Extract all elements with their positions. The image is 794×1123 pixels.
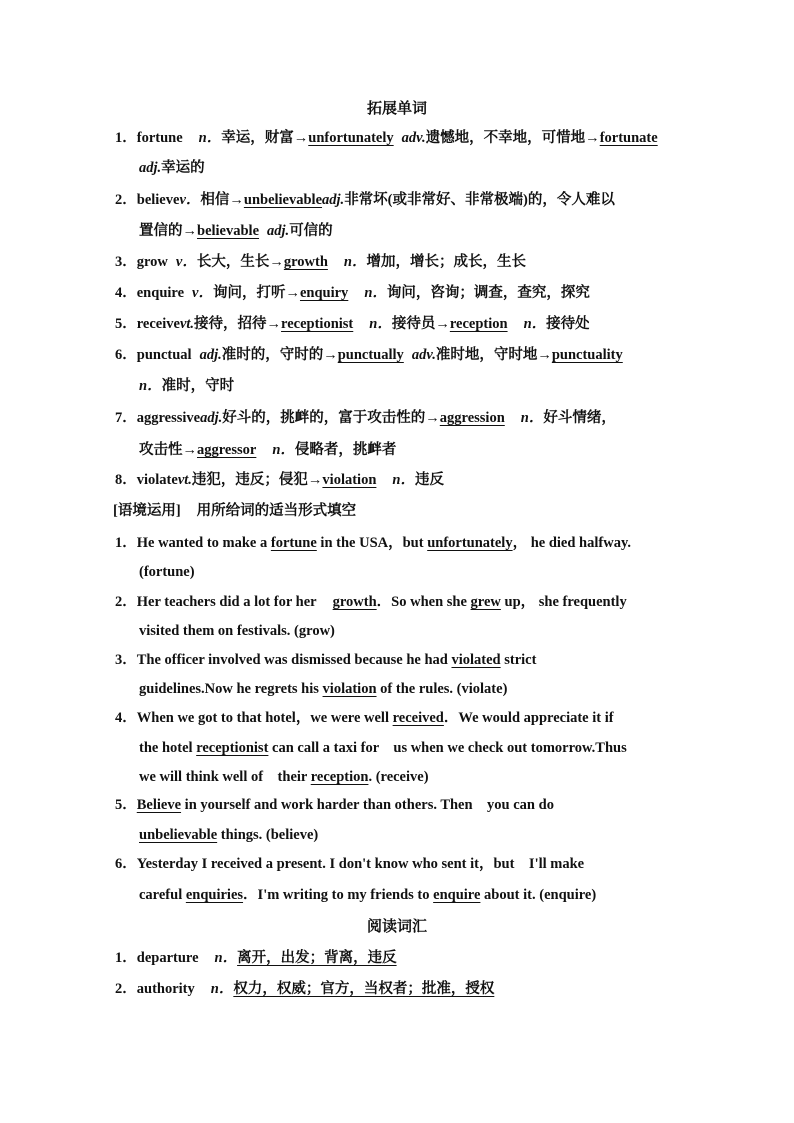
sentence-text: (fortune)	[139, 564, 195, 580]
part-of-speech: n．	[214, 950, 238, 966]
sentence-4-cont-2	[139, 766, 429, 788]
sentence-text: The officer involved was dismissed because he had	[136, 652, 448, 668]
vocab-item-5	[115, 313, 590, 335]
item-number: 1．	[115, 535, 137, 551]
sentence-text: Yesterday I received a present. I don't know who sent it，but I'll make	[136, 856, 585, 872]
answer-blank: enquiries	[185, 887, 244, 903]
part-of-speech: n．	[364, 285, 387, 301]
sentence-text: about it. (enquire)	[484, 887, 597, 903]
meaning: 遗憾地，不幸地，可惜地→	[425, 130, 600, 146]
item-number: 6．	[115, 856, 137, 872]
sentence-3	[115, 649, 536, 671]
part-of-speech: n．	[343, 254, 367, 270]
sentence-text: ， he died halfway.	[512, 535, 632, 551]
item-number: 2．	[115, 594, 137, 610]
part-of-speech: adj.	[199, 347, 222, 363]
sentence-text: guidelines.Now he regrets his	[139, 681, 319, 697]
part-of-speech: v．	[175, 254, 197, 270]
reading-item-1	[115, 947, 397, 969]
answer-blank: grew	[470, 594, 501, 610]
headword: punctual	[136, 347, 192, 363]
answer-blank: reception	[310, 769, 369, 785]
headword: receive	[136, 316, 180, 332]
part-of-speech: adj.	[267, 223, 290, 239]
section-title-reading-words: 阅读词汇	[366, 919, 427, 935]
meaning: 相信→	[200, 192, 244, 208]
answer-blank: unfortunately	[427, 535, 513, 551]
vocab-item-2	[115, 189, 615, 211]
part-of-speech: n．	[520, 410, 544, 426]
sentence-text: He wanted to make a	[136, 535, 268, 551]
sentence-text: the hotel	[139, 740, 193, 756]
sentence-text: When we got to that hotel，we were well	[136, 710, 389, 726]
meaning: 攻击性→	[139, 442, 197, 458]
part-of-speech: v．	[192, 285, 213, 301]
headword: fortune	[136, 130, 183, 146]
part-of-speech: adj.	[322, 192, 345, 208]
sentence-text: ．So when she	[376, 594, 467, 610]
answer-blank: fortunate	[599, 130, 658, 146]
item-number: 2．	[115, 192, 137, 208]
part-of-speech: n．	[392, 472, 415, 488]
sentence-2-cont	[139, 620, 335, 642]
sentence-5-cont	[139, 824, 318, 846]
answer-blank: punctually	[337, 347, 404, 363]
part-of-speech: vt.	[177, 472, 192, 488]
item-number: 3．	[115, 254, 137, 270]
meaning: 询问，咨询；调查，查究，探究	[386, 285, 590, 301]
vocab-item-6-cont	[139, 375, 234, 397]
answer-blank: believable	[197, 223, 260, 239]
answer-blank: violation	[322, 681, 377, 697]
answer-blank: reception	[449, 316, 508, 332]
sentence-4-cont	[139, 737, 627, 759]
headword: enquire	[136, 285, 185, 301]
meaning: 接待员→	[391, 316, 450, 332]
vocab-item-3	[115, 251, 526, 273]
answer-blank: enquiry	[299, 285, 349, 301]
answer-blank: violated	[451, 652, 501, 668]
headword: authority	[136, 981, 195, 997]
part-of-speech: n．	[369, 316, 392, 332]
answer-blank: unbelievable	[139, 827, 218, 843]
part-of-speech: v．	[179, 192, 201, 208]
part-of-speech: vt.	[179, 316, 195, 332]
sentence-text: visited them on festivals. (grow)	[139, 623, 335, 639]
meaning: 准时，守时	[161, 378, 235, 394]
part-of-speech: adj.	[139, 160, 162, 176]
sentence-text: Her teachers did a lot for her	[136, 594, 317, 610]
meaning: 违反	[414, 472, 444, 488]
headword: departure	[136, 950, 199, 966]
vocab-item-7	[115, 407, 616, 429]
answer-blank: 离开，出发；背离，违反	[237, 950, 397, 966]
section-title-expand-words: 拓展单词	[366, 101, 427, 117]
answer-blank: aggression	[439, 410, 505, 426]
meaning: 准时的，守时的→	[221, 347, 338, 363]
sentence-text: ．I'm writing to my friends to	[243, 887, 430, 903]
meaning: 好斗情绪，	[543, 410, 616, 426]
item-number: 4．	[115, 710, 137, 726]
meaning: 可信的	[289, 223, 333, 239]
sentence-1-cont	[139, 561, 195, 583]
sentence-text: in yourself and work harder than others. Then you can do	[184, 797, 554, 813]
item-number: 1．	[115, 130, 137, 146]
sentence-text: . (receive)	[368, 769, 429, 785]
part-of-speech: n．	[210, 981, 234, 997]
answer-blank: violation	[322, 472, 377, 488]
headword: believe	[136, 192, 180, 208]
answer-blank: enquire	[433, 887, 481, 903]
part-of-speech: adv.	[411, 347, 436, 363]
answer-blank: Believe	[136, 797, 182, 813]
answer-blank: growth	[283, 254, 328, 270]
sentence-text: of the rules. (violate)	[380, 681, 508, 697]
answer-blank: receptionist	[281, 316, 354, 332]
vocab-item-6	[115, 344, 623, 366]
meaning: 询问，打听→	[212, 285, 300, 301]
answer-blank: unbelievable	[243, 192, 323, 208]
sentence-2	[115, 591, 627, 613]
meaning: 增加，增长；成长，生长	[366, 254, 526, 270]
item-number: 5．	[115, 797, 137, 813]
sentence-4	[115, 707, 614, 729]
meaning: 幸运，财富→	[221, 130, 309, 146]
meaning: 准时地，守时地→	[435, 347, 552, 363]
sentence-6-cont	[139, 884, 596, 906]
item-number: 1．	[115, 950, 137, 966]
sentence-text: can call a taxi for us when we check out tomorrow.Thus	[272, 740, 627, 756]
item-number: 6．	[115, 347, 137, 363]
answer-blank: receptionist	[196, 740, 269, 756]
meaning: 接待处	[546, 316, 590, 332]
answer-blank: growth	[332, 594, 377, 610]
meaning: 违犯，违反；侵犯→	[191, 472, 323, 488]
part-of-speech: n．	[198, 130, 222, 146]
vocab-item-8	[115, 469, 444, 491]
vocab-item-1	[115, 127, 658, 149]
vocab-item-4	[115, 282, 590, 304]
sentence-text: ．We would appreciate it if	[443, 710, 614, 726]
meaning: 侵略者，挑衅者	[294, 442, 397, 458]
sentence-5	[115, 794, 554, 816]
sentence-6	[115, 853, 584, 875]
headword: grow	[136, 254, 168, 270]
meaning: 置信的→	[139, 223, 197, 239]
sentence-text: in the USA，but	[320, 535, 424, 551]
answer-blank: unfortunately	[308, 130, 394, 146]
item-number: 4．	[115, 285, 137, 301]
sentence-text: things. (believe)	[220, 827, 319, 843]
item-number: 3．	[115, 652, 137, 668]
vocab-item-2-cont	[139, 220, 333, 242]
sentence-1	[115, 532, 631, 554]
meaning: 长大，生长→	[196, 254, 284, 270]
context-heading	[113, 500, 356, 522]
part-of-speech: adv.	[401, 130, 426, 146]
sentence-text: up， she frequently	[504, 594, 627, 610]
item-number: 5．	[115, 316, 137, 332]
meaning: 幸运的	[161, 160, 205, 176]
answer-blank: punctuality	[551, 347, 623, 363]
reading-item-2	[115, 978, 494, 1000]
answer-blank: 权力，权威；官方，当权者；批准，授权	[233, 981, 495, 997]
meaning: 接待，招待→	[194, 316, 282, 332]
answer-blank: received	[392, 710, 444, 726]
vocab-item-1-cont	[139, 157, 205, 179]
answer-blank: fortune	[270, 535, 317, 551]
headword: violate	[136, 472, 178, 488]
item-number: 2．	[115, 981, 137, 997]
headword: aggressive	[136, 410, 201, 426]
sentence-text: careful	[139, 887, 183, 903]
part-of-speech: n．	[139, 378, 162, 394]
context-label: [语境运用]	[113, 503, 181, 519]
sentence-text: strict	[504, 652, 537, 668]
sentence-text: we will think well of their	[139, 769, 308, 785]
part-of-speech: n．	[523, 316, 547, 332]
answer-blank: aggressor	[197, 442, 257, 458]
item-number: 8．	[115, 472, 137, 488]
part-of-speech: adj.	[200, 410, 223, 426]
part-of-speech: n．	[272, 442, 295, 458]
meaning: 非常坏(或非常好、非常极端)的，令人难以	[344, 192, 615, 208]
item-number: 7．	[115, 410, 137, 426]
context-instruction: 用所给词的适当形式填空	[196, 503, 357, 519]
vocab-item-7-cont	[139, 439, 396, 461]
meaning: 好斗的，挑衅的，富于攻击性的→	[222, 410, 440, 426]
sentence-3-cont	[139, 678, 507, 700]
